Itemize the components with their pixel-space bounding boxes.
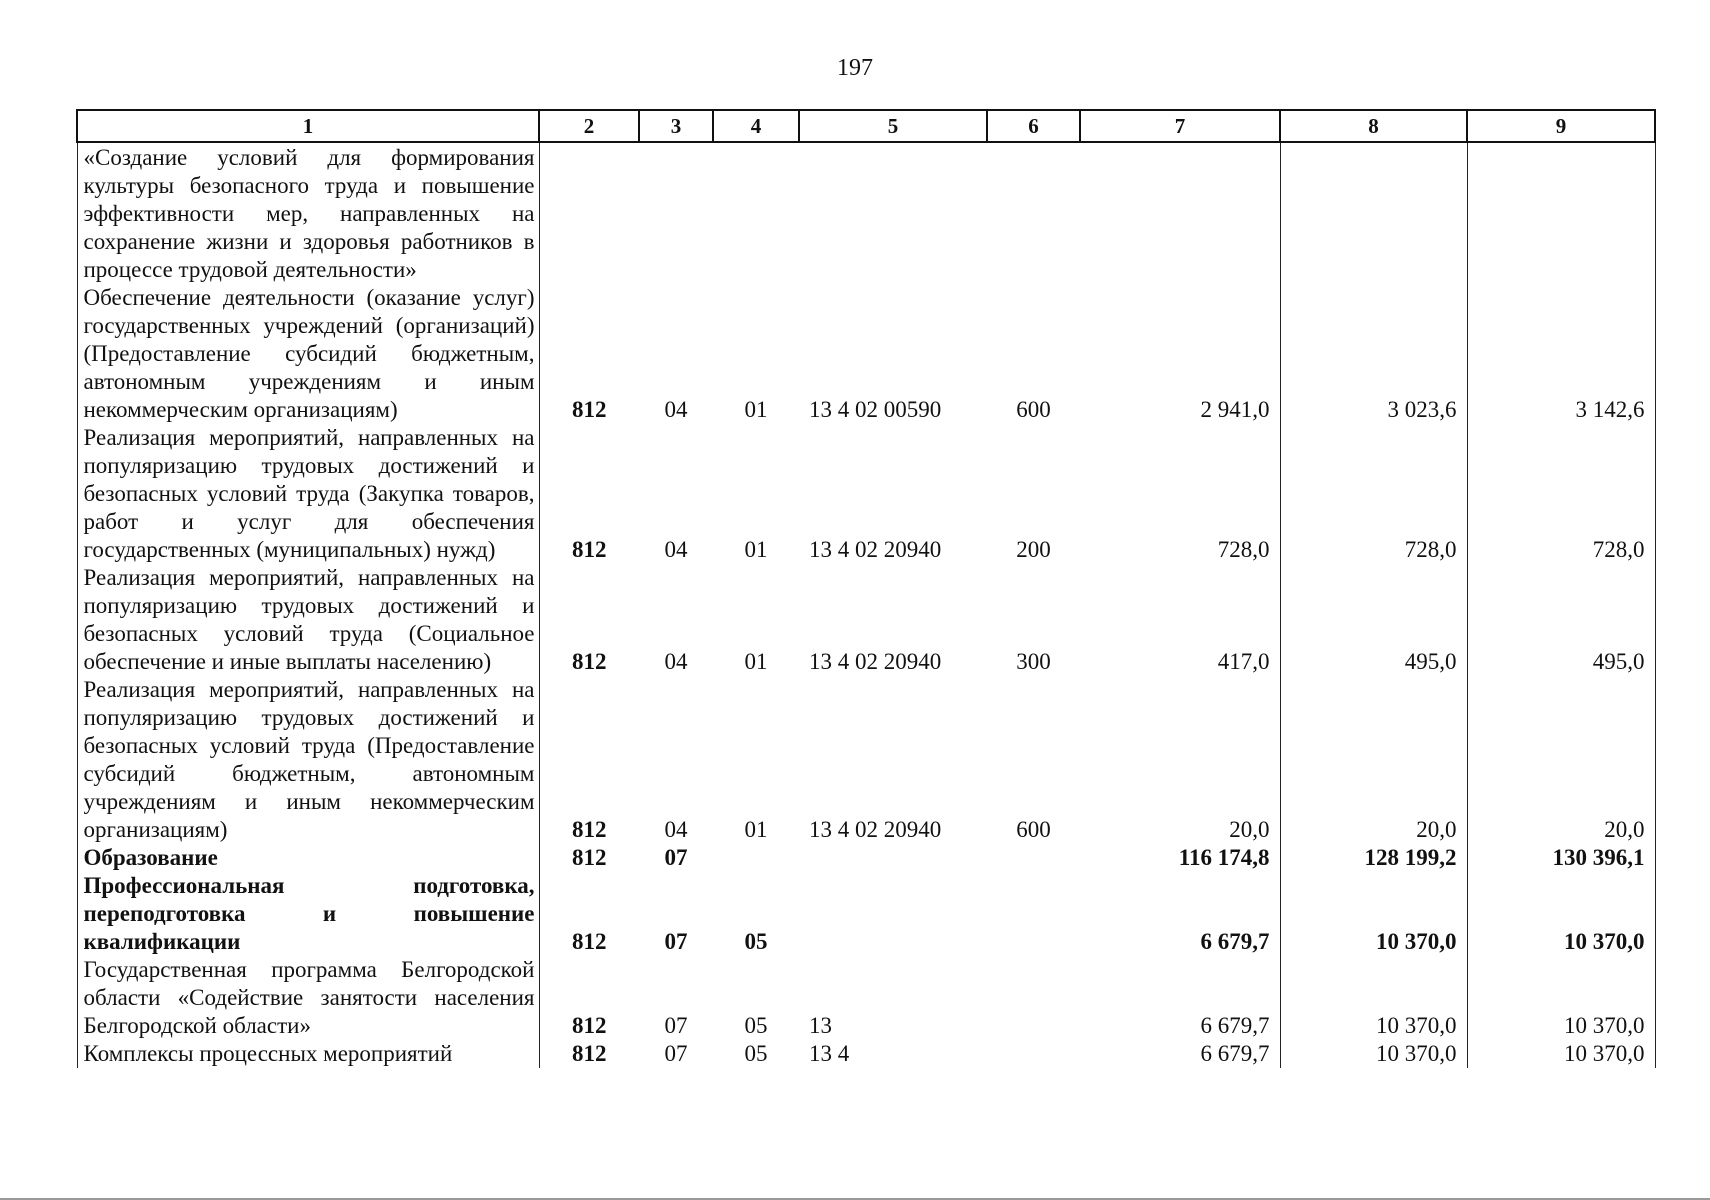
cell-amount-year3: 3 142,6: [1467, 284, 1655, 424]
column-header-1: 1: [77, 110, 539, 142]
cell-target-article: [799, 142, 987, 284]
cell-expense-type: [987, 1040, 1080, 1068]
column-header-4: 4: [713, 110, 799, 142]
cell-amount-year2: 10 370,0: [1280, 872, 1467, 956]
cell-amount-year3: 728,0: [1467, 424, 1655, 564]
cell-grbs-code: [539, 142, 639, 284]
cell-description: Реализация мероприятий, направленных на популяризацию трудовых достижений и безопасных условий труда (Закупка товаров, работ и услуг для обеспечения государственных (муниципальных) нужд): [77, 424, 539, 564]
table-row: [77, 284, 1655, 424]
cell-subsection-code: 01: [744, 537, 768, 562]
cell-amount-year3: 495,0: [1467, 564, 1655, 676]
table-row: [77, 564, 1655, 676]
cell-subsection-code: 01: [744, 817, 768, 842]
cell-expense-type: [987, 872, 1080, 956]
cell-section-code: [639, 142, 713, 284]
cell-description: Государственная программа Белгородской области «Содействие занятости населения Белгородской области»: [77, 956, 539, 1040]
cell-section-code: 04: [664, 537, 688, 562]
cell-section-code: 04: [664, 817, 688, 842]
cell-amount-year1: 6 679,7: [1080, 1040, 1280, 1068]
cell-grbs-code: 812: [539, 1040, 639, 1068]
cell-target-article: 13 4 02 00590: [809, 397, 942, 422]
cell-amount-year2: 20,0: [1280, 676, 1467, 844]
cell-expense-type: [987, 956, 1080, 1040]
cell-target-article: 13 4 02 20940: [809, 817, 942, 842]
cell-amount-year2: [1280, 142, 1467, 284]
cell-amount-year1: 728,0: [1080, 424, 1280, 564]
cell-expense-type: 600: [1016, 817, 1051, 842]
cell-description: Образование: [77, 844, 539, 872]
cell-target-article: 13 4 02 20940: [809, 537, 942, 562]
cell-amount-year3: 20,0: [1467, 676, 1655, 844]
cell-amount-year1: 2 941,0: [1080, 284, 1280, 424]
table-body: [77, 142, 1655, 1068]
table-row: [77, 142, 1655, 284]
table-header-row: [77, 110, 1655, 142]
cell-grbs-code: 812: [539, 424, 639, 564]
column-header-2: 2: [539, 110, 639, 142]
cell-description: Профессиональная подготовка, переподготовка и повышение квалификации: [77, 872, 539, 956]
cell-target-article: [799, 844, 987, 872]
cell-section-code: 07: [664, 1013, 688, 1038]
cell-amount-year2: 128 199,2: [1280, 844, 1467, 872]
cell-grbs-code: 812: [539, 844, 639, 872]
table-row: [77, 676, 1655, 844]
table-row: [77, 424, 1655, 564]
cell-target-article: [799, 872, 987, 956]
cell-description: Обеспечение деятельности (оказание услуг) государственных учреждений (организаций) (Предоставление субсидий бюджетным, автономным учреждениям и иным некоммерческим организациям): [77, 284, 539, 424]
column-header-6: 6: [987, 110, 1080, 142]
cell-expense-type: [987, 844, 1080, 872]
cell-expense-type: 600: [1016, 397, 1051, 422]
cell-description: Комплексы процессных мероприятий: [77, 1040, 539, 1068]
table-row: [77, 844, 1655, 872]
cell-description: «Создание условий для формирования культуры безопасного труда и повышение эффективности мер, направленных на сохранение жизни и здоровья работников в процессе трудовой деятельности»: [77, 142, 539, 284]
cell-grbs-code: 812: [539, 284, 639, 424]
cell-target-article: 13 4 02 20940: [809, 649, 942, 674]
cell-grbs-code: 812: [539, 564, 639, 676]
cell-subsection-code: [713, 844, 799, 872]
cell-section-code: 07: [664, 929, 688, 954]
cell-amount-year3: 10 370,0: [1467, 956, 1655, 1040]
cell-grbs-code: 812: [539, 956, 639, 1040]
cell-amount-year3: 130 396,1: [1467, 844, 1655, 872]
cell-amount-year2: 495,0: [1280, 564, 1467, 676]
cell-amount-year2: 10 370,0: [1280, 956, 1467, 1040]
page-number: 197: [837, 55, 873, 81]
cell-description: Реализация мероприятий, направленных на популяризацию трудовых достижений и безопасных условий труда (Предоставление субсидий бюджетным, автономным учреждениям и иным некоммерческим организациям): [77, 676, 539, 844]
cell-amount-year1: 6 679,7: [1080, 956, 1280, 1040]
cell-grbs-code: 812: [539, 676, 639, 844]
cell-section-code: 04: [664, 649, 688, 674]
cell-subsection-code: 05: [744, 1041, 768, 1066]
cell-expense-type: 300: [1016, 649, 1051, 674]
cell-amount-year2: 10 370,0: [1280, 1040, 1467, 1068]
cell-subsection-code: 01: [744, 397, 768, 422]
cell-amount-year2: 728,0: [1280, 424, 1467, 564]
cell-amount-year3: 10 370,0: [1467, 1040, 1655, 1068]
cell-subsection-code: 05: [744, 929, 768, 954]
cell-amount-year1: 20,0: [1080, 676, 1280, 844]
column-header-8: 8: [1280, 110, 1467, 142]
cell-expense-type: [987, 142, 1080, 284]
cell-section-code: 04: [664, 397, 688, 422]
cell-section-code: 07: [664, 1041, 688, 1066]
cell-description: Реализация мероприятий, направленных на популяризацию трудовых достижений и безопасных условий труда (Социальное обеспечение и иные выплаты населению): [77, 564, 539, 676]
cell-target-article: 13 4: [809, 1041, 850, 1066]
budget-table: [76, 109, 1656, 1068]
cell-subsection-code: 01: [744, 649, 768, 674]
column-header-3: 3: [639, 110, 713, 142]
cell-amount-year1: [1080, 142, 1280, 284]
cell-subsection-code: [713, 142, 799, 284]
cell-grbs-code: 812: [539, 872, 639, 956]
cell-amount-year1: 417,0: [1080, 564, 1280, 676]
cell-amount-year1: 116 174,8: [1080, 844, 1280, 872]
cell-target-article: 13: [809, 1013, 832, 1038]
cell-amount-year3: 10 370,0: [1467, 872, 1655, 956]
column-header-9: 9: [1467, 110, 1655, 142]
table-row: [77, 872, 1655, 956]
cell-amount-year3: [1467, 142, 1655, 284]
cell-amount-year2: 3 023,6: [1280, 284, 1467, 424]
cell-subsection-code: 05: [744, 1013, 768, 1038]
table-row: [77, 1040, 1655, 1068]
column-header-5: 5: [799, 110, 987, 142]
column-header-7: 7: [1080, 110, 1280, 142]
cell-expense-type: 200: [1016, 537, 1051, 562]
cell-section-code: 07: [664, 845, 688, 870]
table-row: [77, 956, 1655, 1040]
cell-amount-year1: 6 679,7: [1080, 872, 1280, 956]
